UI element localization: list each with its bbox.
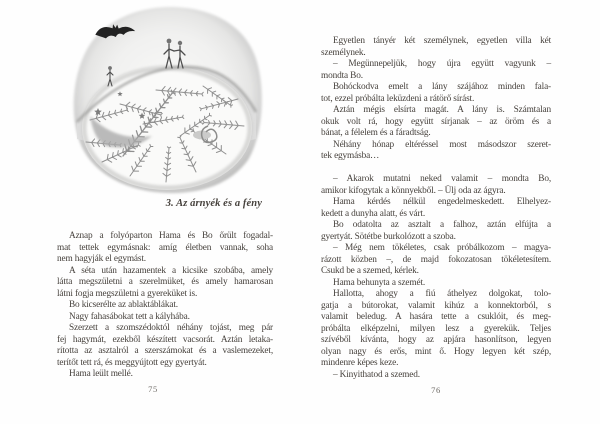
- text-line: Hama behunyta a szemét.: [333, 277, 426, 288]
- text-line: tek egymásba…: [321, 151, 380, 161]
- text-line: Bo odatolta az asztalt a falhoz, aztán elfújta a: [333, 220, 551, 230]
- text-line: gyertyát. Sötétbe burkolózott a szoba.: [321, 231, 456, 242]
- text-line: Néhány hónap eltéréssel most másodszor szeret-: [333, 139, 551, 150]
- text-line: szívéből kívánta, hogy az apjára hasonlítson, legyen: [321, 335, 551, 345]
- chapter-title: 3. Az árnyék és a fény: [165, 198, 262, 209]
- text-line: valamit beledug. A hasára tette a csuklóit, és meg-: [321, 312, 551, 322]
- page-number-right: 76: [431, 385, 441, 395]
- text-line: terítőt tett rá, és meggyújtott egy gyertyát.: [57, 357, 207, 368]
- text-line: Nagy fahasábokat tett a kályhába.: [69, 311, 190, 322]
- text-line: gatja a bútorokat, valamit kihúz a konnektorból, s: [321, 300, 551, 311]
- text-line: Aznap a folyóparton Hama és Bo őrült fogadal-: [69, 231, 273, 241]
- text-line: okuk volt rá, hogy együtt sírjanak – az öröm és a: [321, 116, 551, 127]
- text-line: mat tettek egymásnak: amíg életben vannak, soha: [57, 242, 273, 253]
- text-line: személynek.: [321, 47, 366, 58]
- text-line: tot, ezzel próbálta leküzdeni a rátörő sírást.: [321, 93, 475, 104]
- text-line: próbálta elképzelni, milyen lesz a gyerekük. Teljes: [321, 323, 551, 334]
- text-line: A séta után hazamentek a kicsike szobába, amely: [69, 265, 273, 276]
- text-line: Bohóckodva emelt a lány szájához minden fala-: [333, 82, 551, 92]
- text-line: nem hagyják el egymást.: [57, 254, 146, 264]
- text-line: Hama leült mellé.: [69, 369, 133, 379]
- text-line: Aztán mégis elsírta magát. A lány is. Számtalan: [333, 105, 551, 115]
- right-page-text: [321, 36, 551, 381]
- text-line: Csukd be a szemed, kérlek.: [321, 266, 419, 276]
- text-line: kedett a dunyha alatt, és várt.: [321, 208, 426, 219]
- text-line: rította az asztalról a szerszámokat és a vaslemezeket,: [57, 346, 273, 356]
- blank-line: [321, 163, 551, 175]
- text-line: Szerzett a szomszédoktól néhány tojást, meg pár: [69, 323, 273, 333]
- text-line: látni fogja megszületni a gyereküket is.: [57, 288, 198, 299]
- text-line: – Akarok mutatni neked valamit – mondta Bo,: [333, 174, 551, 184]
- text-line: – Kinyithatod a szemed.: [333, 369, 420, 380]
- text-line: mindenre képes keze.: [321, 358, 399, 368]
- text-line: olyan nagy és erős, mint ő. Hogy legyen két szép,: [321, 346, 551, 357]
- text-line: fej hagymát, ezekből készített vacsorát. Aztán letaka-: [57, 334, 273, 345]
- text-line: látta megszületni a szerelmüket, és amely hamarosan: [57, 277, 273, 287]
- text-line: Hama kérdés nélkül engedelmeskedett. Elhelyez-: [333, 197, 551, 207]
- page-number-left: 75: [148, 384, 158, 394]
- text-line: Egyetlen tányér két személynek, egyetlen villa két: [333, 36, 551, 46]
- text-line: – Még nem tökéletes, csak próbálkozom – magya-: [333, 243, 551, 253]
- text-line: Bo kicserélte az ablaktáblákat.: [69, 300, 178, 310]
- text-line: Hallotta, ahogy a fiú áthelyez dolgokat, tolo-: [333, 289, 551, 299]
- text-line: – Megünnepeljük, hogy újra együtt vagyunk –: [333, 59, 551, 69]
- text-line: rázott közben –, de majd fokozatosan tökéletesítem.: [321, 254, 551, 265]
- text-line: bánat, a félelem és a fáradtság.: [321, 128, 431, 138]
- text-line: mondta Bo.: [321, 70, 363, 81]
- text-line: amikor kifogytak a könnyekből. – Ülj oda az ágyra.: [321, 185, 506, 196]
